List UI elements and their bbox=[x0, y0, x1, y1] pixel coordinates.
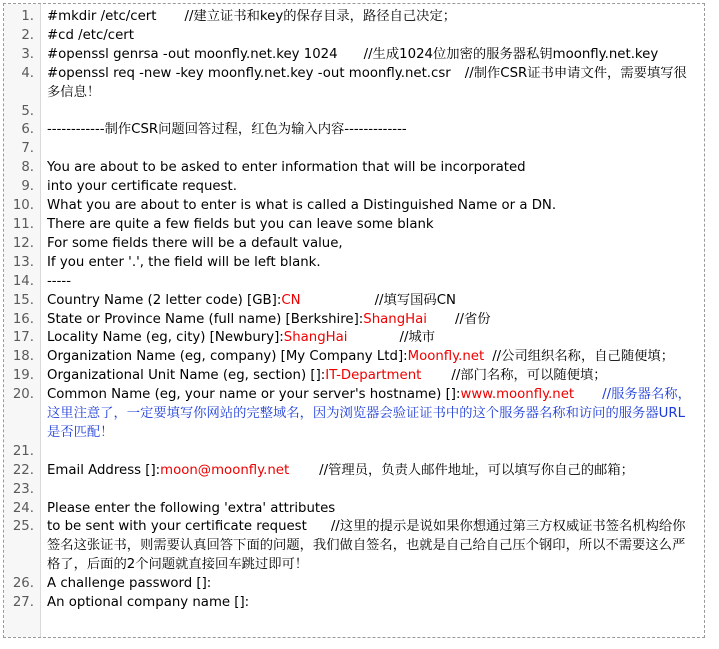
command-text: #openssl genrsa -out moonfly.net.key 1024 bbox=[47, 46, 338, 62]
line-number: 13. bbox=[12, 254, 34, 270]
code-line bbox=[4, 594, 704, 613]
line-number: 3. bbox=[21, 46, 34, 62]
line-number: 8. bbox=[21, 160, 34, 176]
comment-text: //制作CSR证书申请文件，需要填写很多信息！ bbox=[47, 65, 687, 100]
line-number: 5. bbox=[21, 103, 34, 119]
code-line bbox=[4, 121, 704, 140]
code-line bbox=[4, 235, 704, 254]
code-line bbox=[4, 481, 704, 500]
command-text: #cd /etc/cert bbox=[47, 27, 134, 43]
line-number: 9. bbox=[21, 179, 34, 195]
line-number: 17. bbox=[12, 330, 34, 346]
input-value: www.moonfly.net bbox=[460, 387, 575, 403]
code-line bbox=[4, 103, 704, 122]
code-line bbox=[4, 46, 704, 65]
output-text: What you are about to enter is what is called a Distinguished Name or a DN. bbox=[47, 198, 557, 214]
code-line bbox=[4, 65, 704, 103]
prompt-text: Organizational Unit Name (eg, section) []: bbox=[47, 368, 326, 384]
code-lines bbox=[4, 8, 704, 613]
input-value: ShangHai bbox=[283, 330, 348, 346]
line-number: 12. bbox=[12, 235, 34, 251]
line-number: 10. bbox=[12, 198, 34, 214]
command-text: #mkdir /etc/cert bbox=[47, 9, 157, 24]
prompt-text: Email Address []: bbox=[47, 462, 161, 478]
code-line bbox=[4, 386, 704, 443]
code-line bbox=[4, 311, 704, 330]
output-text: ----- bbox=[47, 273, 71, 289]
line-number: 21. bbox=[12, 443, 34, 459]
code-line bbox=[4, 216, 704, 235]
line-number: 19. bbox=[12, 368, 34, 384]
prompt-text: A challenge password []: bbox=[47, 576, 212, 592]
line-number: 25. bbox=[12, 519, 34, 535]
input-value: Moonfly.net bbox=[407, 349, 485, 365]
line-number: 16. bbox=[12, 311, 34, 327]
input-value: IT-Department bbox=[325, 368, 422, 384]
line-number: 27. bbox=[12, 595, 34, 611]
comment-text: //服务器名称，这里注意了，一定要填写你网站的完整域名，因为浏览器会验证证书中的这个服务器名称和访问的服务器URL是否匹配！ bbox=[47, 387, 691, 440]
input-value: moon@moonfly.net bbox=[160, 462, 290, 478]
code-line bbox=[4, 159, 704, 178]
line-number: 4. bbox=[21, 65, 34, 81]
code-line bbox=[4, 500, 704, 519]
comment-text: //部门名称，可以随便填； bbox=[451, 368, 607, 384]
output-text: Please enter the following 'extra' attributes bbox=[47, 500, 336, 516]
prompt-text: State or Province Name (full name) [Berkshire]: bbox=[47, 311, 364, 327]
prompt-text: Organization Name (eg, company) [My Company Ltd]: bbox=[47, 349, 408, 365]
line-number: 20. bbox=[12, 387, 34, 403]
code-line bbox=[4, 27, 704, 46]
input-value: ShangHai bbox=[363, 311, 428, 327]
code-line bbox=[4, 329, 704, 348]
line-number: 18. bbox=[12, 349, 34, 365]
comment-text: //这里的提示是说如果你想通过第三方权威证书签名机构给你签名这张证书，则需要认真回答下面的问题，我们做自签名，也就是自己给自己压个钢印，所以不需要这么严格了，后面的2个问题就直接回车跳过即可！ bbox=[47, 519, 686, 573]
line-number: 2. bbox=[21, 27, 34, 43]
line-number: 14. bbox=[12, 273, 34, 289]
prompt-text: Locality Name (eg, city) [Newbury]: bbox=[47, 330, 284, 346]
code-line bbox=[4, 8, 704, 27]
output-text: You are about to be asked to enter information that will be incorporated bbox=[47, 160, 526, 176]
output-text: If you enter '.', the field will be left blank. bbox=[47, 254, 321, 270]
line-number: 11. bbox=[12, 216, 34, 232]
comment-text: //生成1024位加密的服务器私钥moonfly.net.key bbox=[363, 46, 659, 62]
code-line bbox=[4, 462, 704, 481]
code-line bbox=[4, 518, 704, 575]
output-text: There are quite a few fields but you can leave some blank bbox=[47, 216, 434, 232]
comment-text: //省份 bbox=[455, 311, 491, 327]
code-line bbox=[4, 443, 704, 462]
line-number: 6. bbox=[21, 122, 34, 138]
prompt-text: An optional company name []: bbox=[47, 595, 250, 611]
input-value: CN bbox=[281, 292, 301, 308]
prompt-text: Common Name (eg, your name or your server's hostname) []: bbox=[47, 387, 461, 403]
comment-text: //城市 bbox=[399, 330, 436, 346]
line-number: 24. bbox=[12, 500, 34, 516]
prompt-text: Country Name (2 letter code) [GB]: bbox=[47, 292, 282, 308]
code-line bbox=[4, 178, 704, 197]
comment-text: //填写国码CN bbox=[374, 292, 456, 308]
comment-text: //建立证书和key的保存目录，路径自己决定； bbox=[184, 9, 457, 24]
line-number: 26. bbox=[12, 576, 34, 592]
code-block bbox=[3, 3, 705, 638]
comment-text: //管理员，负责人邮件地址，可以填写你自己的邮箱； bbox=[319, 462, 634, 478]
command-text: #openssl req -new -key moonfly.net.key -out moonfly.net.csr bbox=[47, 65, 451, 81]
line-number: 7. bbox=[21, 141, 34, 157]
line-number: 1. bbox=[21, 9, 34, 24]
line-number: 15. bbox=[12, 292, 34, 308]
code-line bbox=[4, 254, 704, 273]
code-line bbox=[4, 197, 704, 216]
line-number: 23. bbox=[12, 481, 34, 497]
code-line bbox=[4, 140, 704, 159]
code-line bbox=[4, 367, 704, 386]
output-text: to be sent with your certificate request bbox=[47, 519, 307, 535]
output-text: For some fields there will be a default value, bbox=[47, 235, 343, 251]
section-divider: ------------制作CSR问题回答过程，红色为输入内容------------- bbox=[47, 122, 407, 138]
comment-text: //公司组织名称，自己随便填； bbox=[492, 349, 675, 365]
line-number: 22. bbox=[12, 462, 34, 478]
code-line bbox=[4, 348, 704, 367]
code-line bbox=[4, 273, 704, 292]
output-text: into your certificate request. bbox=[47, 179, 237, 195]
code-line bbox=[4, 575, 704, 594]
code-line bbox=[4, 292, 704, 311]
